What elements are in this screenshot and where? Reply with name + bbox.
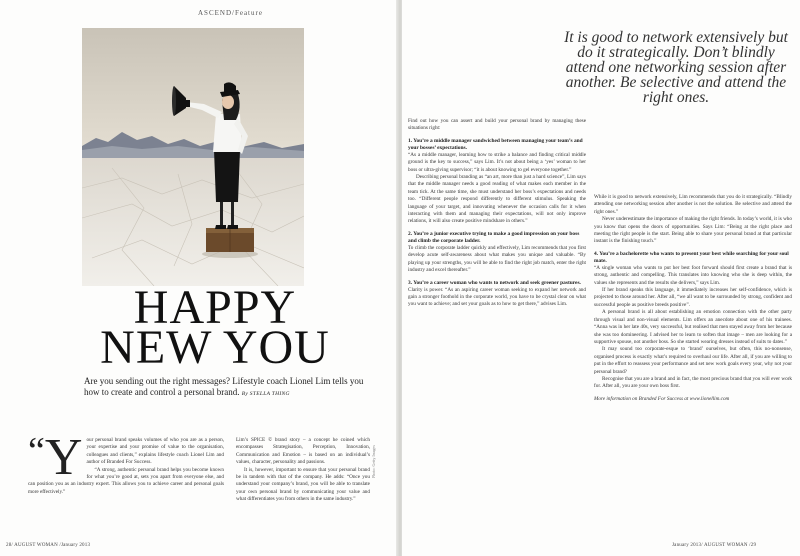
paragraph: If her brand speaks this language, it immediately increases her self-confidence, which is projected to those around her. After all, “we all want to be surrounded by strong, confident and successful people as positive breeds positive”. (594, 287, 792, 308)
right-column-2 (594, 194, 792, 403)
woman-megaphone-illustration (82, 28, 304, 286)
headline-line-1: HAPPY (133, 281, 297, 334)
subhead: 2. You’re a junior executive trying to make a good impression on your boss and climb the corporate ladder. (408, 230, 580, 244)
folio-right: January 2013/ AUGUST WOMAN /29 (672, 543, 757, 548)
paragraph: Describing personal branding as “an art, more than just a hard science”, Lim says that the middle manager needs a good reading of what makes each member in the team tick. At the same time, she must understand her boss’s expectations and needs too. “Different people respond differently to different stimulus. Speaking the language of your target, and innovating whenever the occasion calls for it when interacting with them and managing their expectations, will not only improve relations, it will also create positive mindshare in others.” (408, 174, 586, 225)
paragraph: It is, however, important to ensure that your personal brand be in tandem with that of the company. He adds: “Once you understand your company’s brand, you will be able to translate your own personal brand by communicating your value and what differentiates you from others in the same industry.” (236, 466, 370, 503)
more-info-link[interactable]: More information on Branded For Success at www.lionellim.com (594, 395, 730, 402)
left-page (0, 0, 398, 556)
paragraph: A personal brand is all about establishing an emotion connection with the other party through visual and non-visual elements. Lim offers an anecdote about one of his trainees. “Anna was in her late 40s, very successful, but realised that men stayed away from her because she was too domineering. I advised her to learn to soften that image – men are looking for a supportive spouse, not another boss. So she started wearing dresses instead of suits to dates.” (594, 309, 792, 345)
feature-photo (82, 28, 304, 286)
left-column-1 (28, 429, 224, 496)
paragraph: Never underestimate the importance of making the right friends. In today’s world, it is who you know that opens the doors of opportunities. Says Lim: “Being at the right place and meeting the right people is the start. Being able to share your personal brand at that particular instant is the finishing touch.” (594, 216, 792, 245)
paragraph: Find out how you can assert and build your personal brand by managing these situations right: (408, 118, 586, 132)
section-tag: ASCEND/Feature (198, 9, 263, 17)
paragraph: “As a middle manager, learning how to strike a balance and finding critical middle ground is the key to success,” says Lim. It’s not about being a ‘yes’ woman to her boss or ultra-giving supervisor; “it is about knowing to gel everyone together.” (408, 151, 586, 173)
right-column-1 (408, 118, 586, 309)
paragraph: “A strong, authentic personal brand helps you become known for what you’re good at, sets you apart from everyone else, and can position you as an industry expert. This allows you to achieve career and personal goals more effectively.” (28, 466, 224, 495)
subhead: 1. You’re a middle manager sandwiched between managing your team’s and your bosses’ expectations. (408, 137, 583, 151)
photo-credit: Photo: Getty Images (371, 445, 376, 478)
drop-cap (28, 429, 83, 486)
headline (70, 281, 360, 374)
standfirst (84, 376, 364, 400)
paragraph: “A single woman who wants to put her best foot forward should first create a brand that is strong, authentic and compelling. This translates into knowing who she is deep within, the values she represents and the results she delivers,” says Lim. (594, 264, 792, 286)
paragraph: Recognise that you are a brand and in fact, the most precious brand that you will ever work for. After all, you are your own boss first. (594, 375, 792, 390)
paragraph: Lim’s SPICE © brand story – a concept he coined which encompasses Strategisation, Perception, Innovation, Communication and Emotion – is based on an individual’s values, character, personality and passions. (236, 437, 370, 466)
folio-left: 28/ AUGUST WOMAN /January 2013 (6, 543, 91, 548)
paragraph: It may sound too corporate-esque to ‘brand’ ourselves, but often, this no-nonsense, organised process is exactly what’s required to overhaul our life. After all, if you are willing to put in the effort to reassess your performance and set new work goals every year, why not your personal brand? (594, 346, 792, 375)
standfirst-text: Are you sending out the right messages? Lifestyle coach Lionel Lim tells you how to create and control a personal brand. (84, 376, 364, 397)
paragraph: our personal brand speaks volumes of who you are as a person, your expertise and your promise of value to the organisation, colleagues and clients,” explains lifestyle coach Lionel Lim and author of Branded For Success. (86, 437, 224, 466)
pull-quote: It is good to network extensively but do it strategically. Don’t blindly attend one networking session after another. Be selective and attend the right ones. (564, 29, 788, 106)
byline: By STELLA THING (241, 391, 290, 397)
left-column-2 (236, 437, 370, 504)
subhead: 4. You’re a bachelorette who wants to present your best while searching for your soul mate. (594, 250, 789, 264)
open-quote-icon: “ (28, 430, 45, 472)
paragraph: To climb the corporate ladder quickly and effectively, Lim recommends that you first develop acute self-awareness about what makes you unique and valuable. “By playing up your strengths, you will be able to find the right job match, enter the right industry and excel thereafter.” (408, 244, 586, 274)
paragraph: While it is good to network extensively, Lim recommends that you do it strategically. “Blindly attending one networking session after another is not the solution. Be selective and attend the right ones.” (594, 194, 792, 215)
paragraph: Clarity is power. “As an aspiring career woman seeking to expand her network and gain a stronger foothold in the corporate world, you have to be crystal clear on what you want to achieve; and set your goals as to how to get there,” advises Lim. (408, 286, 586, 308)
headline-line-2: NEW YOU (100, 321, 330, 374)
right-page (402, 0, 800, 556)
drop-cap-letter: Y (44, 429, 83, 486)
subhead: 3. You’re a career woman who wants to network and seek greener pastures. (408, 279, 581, 286)
